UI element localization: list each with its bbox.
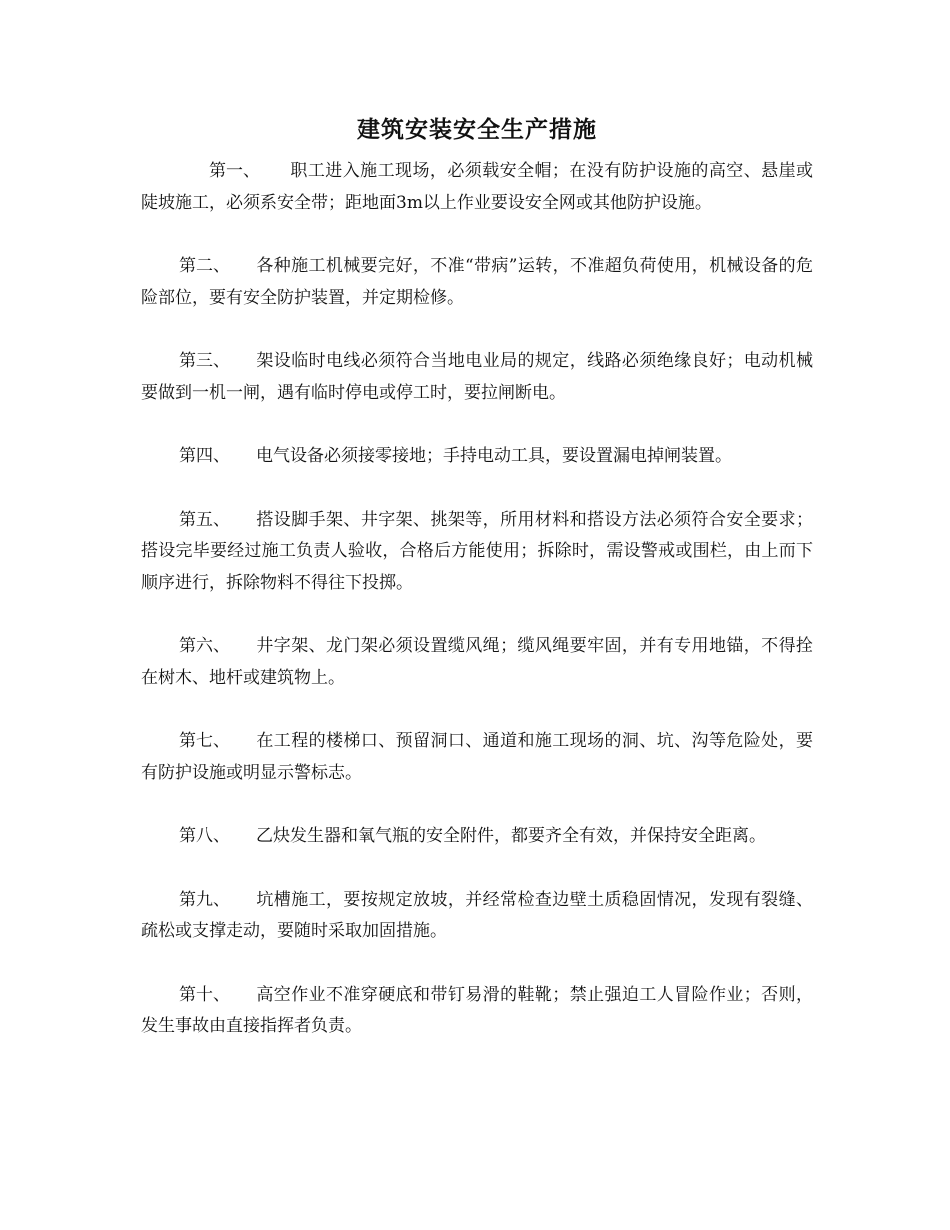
clause-number: 第三、 [179,351,230,371]
clause-3 [141,346,813,409]
clause-4 [141,441,813,473]
clause-5 [141,505,813,600]
clause-text: 搭设脚手架、井字架、挑架等，所用材料和搭设方法必须符合安全要求；搭设完毕要经过施工负责人验收，合格后方能使用；拆除时，需设警戒或围栏，由上而下顺序进行，拆除物料不得往下投掷。 [141,509,813,593]
clause-number: 第四、 [179,446,230,466]
clause-text: 乙炔发生器和氧气瓶的安全附件，都要齐全有效，并保持安全距离。 [256,826,766,846]
clause-number: 第七、 [179,731,230,751]
clause-number: 第六、 [179,636,230,656]
clause-text: 职工进入施工现场，必须载安全帽；在没有防护设施的高空、悬崖或陡坡施工，必须系安全带；距地面3m以上作业要设安全网或其他防护设施。 [141,161,813,213]
clause-6 [141,631,813,694]
clause-number: 第二、 [179,256,230,276]
clause-number: 第五、 [179,509,230,530]
clause-8 [141,821,813,853]
clause-text: 坑槽施工，要按规定放坡，并经常检查边壁土质稳固情况，发现有裂缝、疏松或支撑走动，要随时采取加固措施。 [141,889,813,941]
document-page [141,114,813,1075]
clause-1 [141,156,813,219]
clause-9 [141,885,813,948]
clause-number: 第八、 [179,826,230,846]
clause-2 [141,251,813,314]
clause-text: 电气设备必须接零接地；手持电动工具，要设置漏电掉闸装置。 [256,446,732,466]
document-title: 建筑安装安全生产措施 [357,116,597,143]
clause-text: 架设临时电线必须符合当地电业局的规定，线路必须绝缘良好；电动机械要做到一机一闸，遇有临时停电或停工时，要拉闸断电。 [141,351,813,403]
clause-number: 第一、 [209,161,260,181]
clause-text: 各种施工机械要完好，不准“带病”运转，不准超负荷使用，机械设备的危险部位，要有安全防护装置，并定期检修。 [141,256,813,308]
clause-number: 第九、 [179,889,230,910]
clause-text: 高空作业不准穿硬底和带钉易滑的鞋靴；禁止强迫工人冒险作业；否则，发生事故由直接指挥者负责。 [141,984,813,1036]
clause-7 [141,726,813,789]
clause-10 [141,980,813,1043]
clause-text: 井字架、龙门架必须设置缆风绳；缆风绳要牢固，并有专用地锚，不得拴在树木、地杆或建筑物上。 [141,636,813,688]
clause-number: 第十、 [179,984,230,1005]
clause-text: 在工程的楼梯口、预留洞口、通道和施工现场的洞、坑、沟等危险处，要有防护设施或明显示警标志。 [141,731,813,783]
